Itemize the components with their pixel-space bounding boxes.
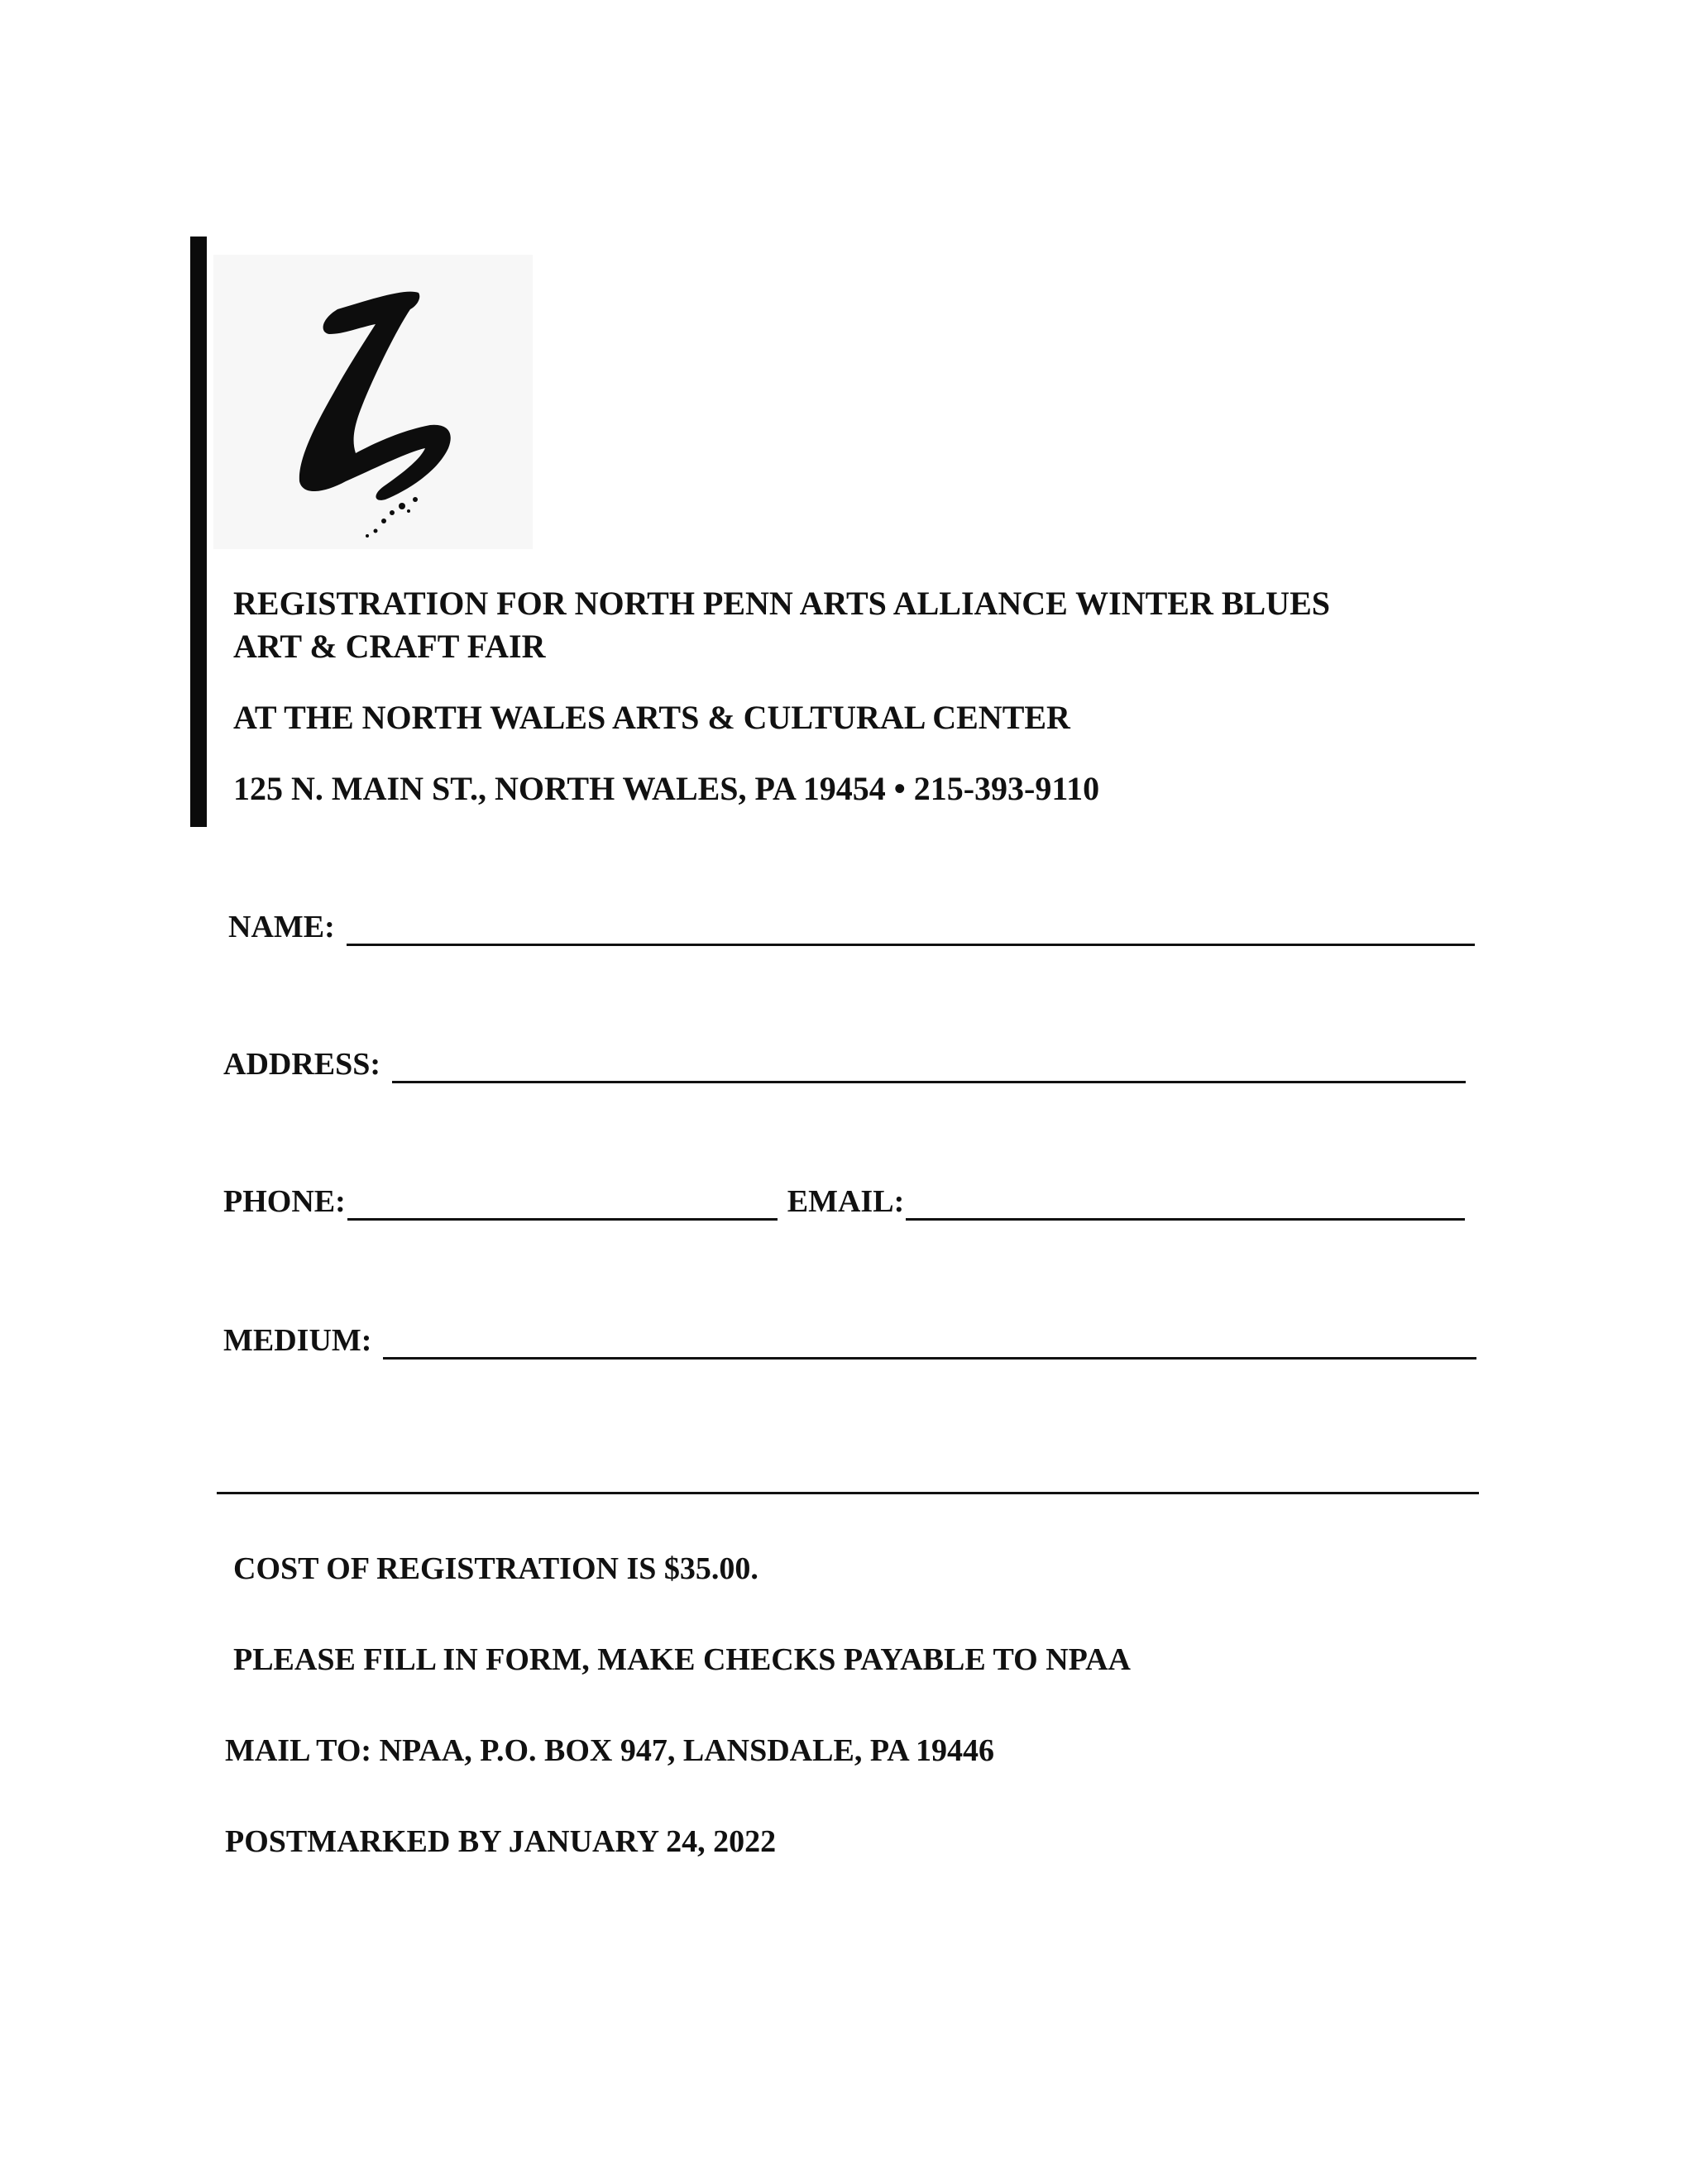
phone-label: PHONE: (223, 1184, 346, 1219)
brush-stroke-logo-icon (213, 255, 533, 549)
email-label: EMAIL: (787, 1184, 905, 1219)
form-title-line-2: ART & CRAFT FAIR (233, 628, 546, 665)
email-input-line[interactable] (906, 1188, 1465, 1221)
medium-field (223, 1321, 1476, 1360)
form-title-line-1: REGISTRATION FOR NORTH PENN ARTS ALLIANCE WINTER BLUES (233, 585, 1330, 622)
postmark-deadline: POSTMARKED BY JANUARY 24, 2022 (225, 1824, 777, 1859)
name-label: NAME: (228, 910, 335, 944)
venue-name: AT THE NORTH WALES ARTS & CULTURAL CENTER (233, 699, 1070, 736)
mailing-address: MAIL TO: NPAA, P.O. BOX 947, LANSDALE, PA 19446 (225, 1733, 995, 1768)
extra-input-line[interactable] (217, 1492, 1479, 1494)
address-label: ADDRESS: (223, 1047, 381, 1082)
phone-input-line[interactable] (347, 1188, 778, 1221)
logo (213, 255, 533, 549)
medium-input-line[interactable] (383, 1327, 1476, 1360)
decorative-side-bar (190, 237, 207, 827)
name-field (228, 908, 1475, 946)
registration-cost: COST OF REGISTRATION IS $35.00. (233, 1551, 758, 1586)
venue-address: 125 N. MAIN ST., NORTH WALES, PA 19454 • 215-393-9110 (233, 770, 1100, 807)
payment-instructions: PLEASE FILL IN FORM, MAKE CHECKS PAYABLE TO NPAA (233, 1642, 1131, 1677)
medium-label: MEDIUM: (223, 1323, 372, 1358)
name-input-line[interactable] (347, 914, 1475, 946)
address-input-line[interactable] (392, 1051, 1466, 1083)
address-field (223, 1045, 1466, 1083)
phone-email-field (223, 1183, 1465, 1221)
